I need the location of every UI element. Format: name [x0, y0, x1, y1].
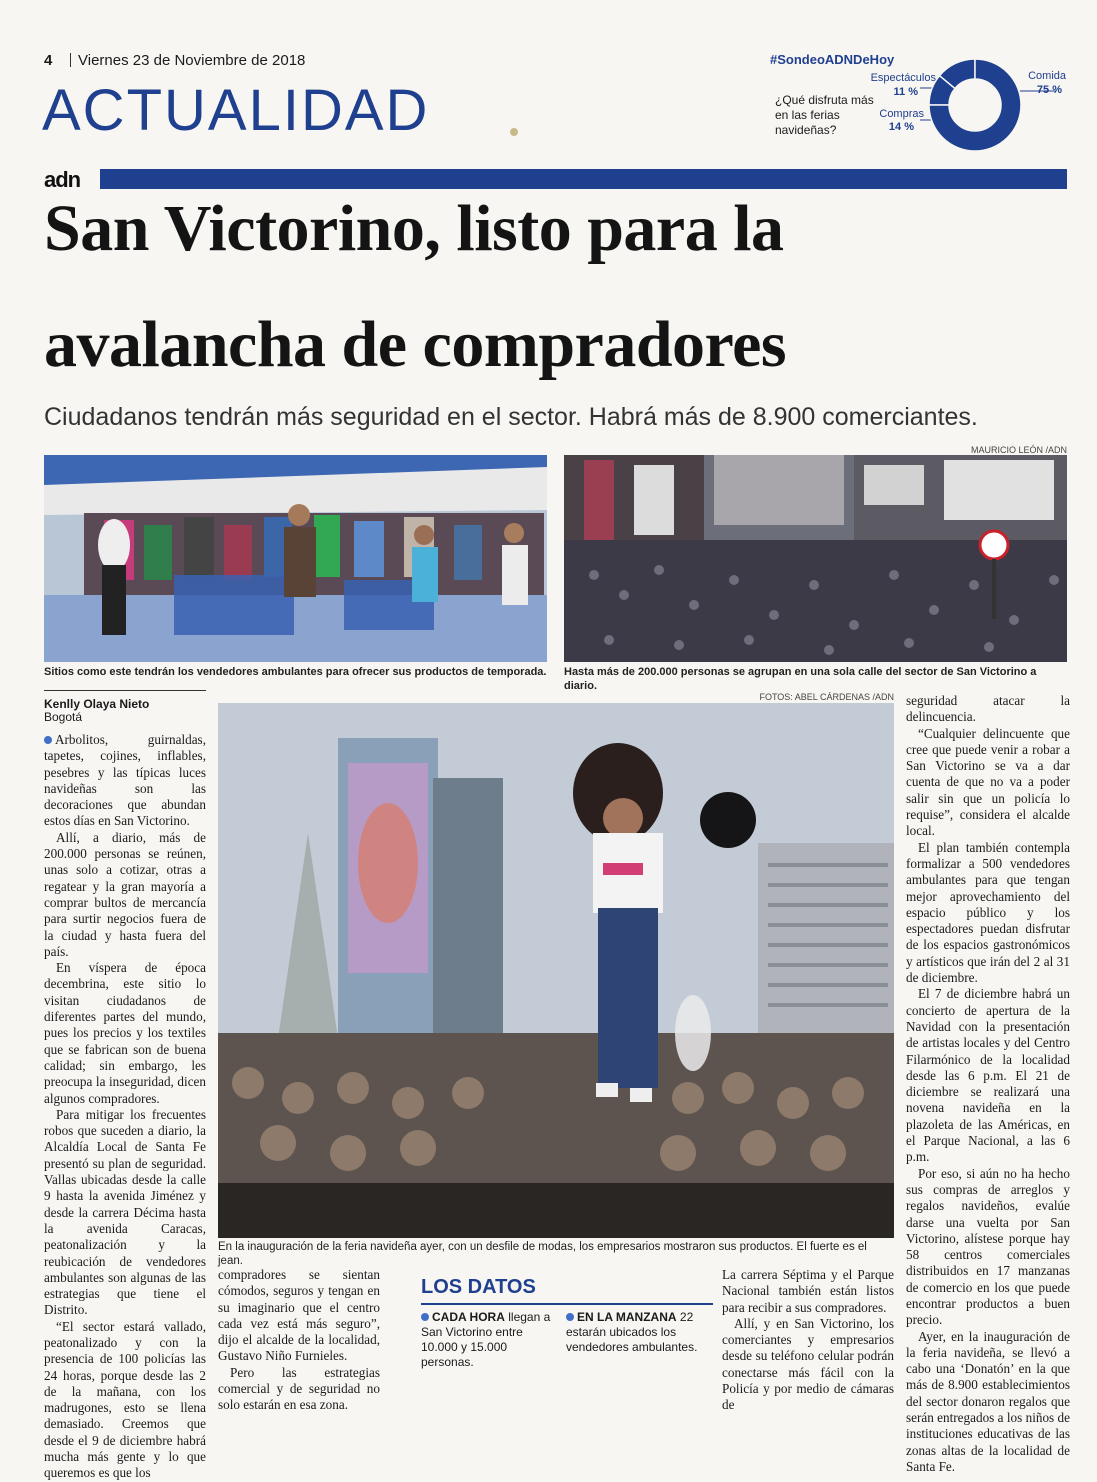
datos-item-1: [421, 1310, 557, 1370]
paragraph: Pero las estrategias comercial y de seguridad no solo estarán en esa zona.: [218, 1364, 380, 1413]
poll-hashtag: #SondeoADNDeHoy: [770, 52, 895, 67]
paragraph: Para mitigar los frecuentes robos que suceden a diario, la Alcaldía Local de Santa Fe presentó su plan de seguridad. Vallas ubicadas desde la calle 9 hasta la avenida Jiménez y desde la carrera Décima hasta la avenida Caracas, peatonalización y la reubicación de vendedores ambulantes son algunas de las estrategias que tiene el Distrito.: [44, 1106, 206, 1318]
photo-credit-main: FOTOS: ABEL CÁRDENAS /ADN: [759, 692, 894, 702]
headline: [44, 193, 1074, 381]
brand-bar: [100, 169, 1067, 189]
poll-label-espectaculos: Espectáculos: [870, 72, 936, 84]
paragraph: En víspera de época decembrina, este sitio lo visitan ciudadanos de diferentes partes del mundo, pues los precios y los textiles que se fabrican son de buena calidad; sin embargo, les preocupa la inseguridad, dicen algunos compradores.: [44, 960, 206, 1106]
paragraph-text: Arbolitos, guirnaldas, tapetes, cojines, inflables, pesebres y las típicas luces navideñas son las decoraciones que abundan estos días en San Victorino.: [44, 732, 206, 829]
section-title: ACTUALIDAD: [42, 78, 430, 143]
photo-vendor-stalls: [44, 455, 547, 662]
paragraph: Allí, y en San Victorino, los comerciantes y empresarios desde su teléfono celular podrán conectarse más fácil con la Policía y por medio de cámaras de: [722, 1315, 894, 1413]
fashion-show-illustration: [218, 703, 894, 1238]
photo-fashion-show: [218, 703, 894, 1238]
headline-line-2: avalancha de compradores: [44, 308, 787, 381]
poll-value-espectaculos: 11 %: [893, 86, 918, 98]
page-number: 4: [44, 52, 53, 69]
datos-item-2: [566, 1310, 713, 1355]
adn-logo: adn: [44, 167, 81, 192]
author-city: Bogotá: [44, 710, 83, 724]
photo-credit-top: MAURICIO LEÓN /ADN: [970, 445, 1067, 455]
poll-value-compras: 14 %: [888, 121, 914, 133]
crowd-street-illustration: [564, 455, 1067, 662]
datos-rule: [421, 1303, 713, 1305]
paragraph: El 7 de diciembre habrá un concierto de apertura de la Navidad con la presentación de artistas locales y del Centro Filarmónico de la localidad desde las 6 p.m. El 21 de diciembre se realizará una novena navideña en la plazoleta de las Américas, en el Parque Nacional, a las 6 p.m.: [906, 986, 1070, 1165]
poll-donut-chart: [930, 55, 1080, 165]
datos-item-1-lead: CADA HORA: [432, 1310, 505, 1324]
subheadline: Ciudadanos tendrán más seguridad en el sector. Habrá más de 8.900 comerciantes.: [44, 403, 978, 431]
poll-label-comida: Comida: [1028, 70, 1066, 82]
paragraph: “El sector estará vallado, peatonalizado y con la presencia de 100 policías las 24 horas, porque desde las 2 de la mañana, con los madrugones, esto se llena demasiado. Creemos que desde el 9 de diciembre habrá mucha más gente y lo que queremos es que los: [44, 1318, 206, 1481]
paragraph: La carrera Séptima y el Parque Nacional también están listos para recibir a sus compradores.: [722, 1267, 894, 1315]
vendor-stalls-illustration: [44, 455, 547, 662]
datos-item-2-lead: EN LA MANZANA: [577, 1310, 677, 1324]
paragraph: Ayer, en la inauguración de la feria navideña, se llevó a cabo una ‘Donatón’ en la que más de 8.900 establecimientos del sector donaron regalos que serán entregados a los niños de instituciones educativas de las zonas altas de la localidad de Santa Fe.: [906, 1328, 1070, 1474]
poll-label-compras: Compras: [879, 108, 924, 120]
datos-item-1-text: llegan a San Victorino entre 10.000 y 15.000 personas.: [421, 1310, 551, 1369]
datos-title: LOS DATOS: [421, 1276, 536, 1298]
article-column-3: [722, 1267, 894, 1414]
datos-item-2-text: 22 estarán ubicados los vendedores ambulantes.: [566, 1310, 698, 1354]
caption-crowd-street: Hasta más de 200.000 personas se agrupan en una sola calle del sector de San Victorino a diario.: [564, 666, 1037, 692]
datos-bullet-icon: [421, 1313, 429, 1321]
photo-crowd-street: [564, 455, 1067, 662]
datos-bullet-icon: [566, 1313, 574, 1321]
paragraph: Allí, a diario, más de 200.000 personas se reúnen, unas solo a cotizar, otras a regatear y la gran mayoría a comprar bultos de mercancía para surtir negocios fuera de la ciudad y hasta fuera del país.: [44, 829, 206, 959]
article-column-2: [218, 1267, 380, 1414]
header-separator: [70, 53, 71, 67]
caption-fashion-show: En la inauguración de la feria navideña ayer, con un desfile de modas, los empresarios mostraron sus productos. El fuerte es el jean.: [218, 1241, 867, 1267]
paragraph: seguridad atacar la delincuencia.: [906, 693, 1070, 725]
issue-date: Viernes 23 de Noviembre de 2018: [78, 52, 306, 69]
byline-rule: [44, 690, 206, 691]
article-column-4: [906, 693, 1070, 1475]
caption-vendor-stalls: Sitios como este tendrán los vendedores ambulantes para ofrecer sus productos de temporada.: [44, 666, 547, 678]
poll-value-comida: 75 %: [1036, 84, 1062, 96]
headline-line-1: San Victorino, listo para la: [44, 192, 784, 265]
paragraph: “Cualquier delincuente que cree que puede venir a robar a San Victorino se va a dar cuenta de que no va a poder salir sin que un policía lo requise”, considera el alcalde local.: [906, 725, 1070, 839]
paragraph-bullet-icon: [44, 736, 52, 744]
paragraph: Por eso, si aún no ha hecho sus compras de arreglos y regalos navideños, evalúe darse una vuelta por San Victorino, alístese porque hay 58 centros comerciales distribuidos en 17 manzanas de comercio en los que puede encontrar productos a buen precio.: [906, 1165, 1070, 1328]
author-name: Kenlly Olaya Nieto: [44, 697, 150, 711]
paragraph: compradores se sientan cómodos, seguros y tengan en su imaginario que el centro cada vez está más seguro”, dijo el alcalde de la localidad, Gustavo Niño Furnieles.: [218, 1267, 380, 1364]
paragraph: El plan también contempla formalizar a 500 vendedores ambulantes para que tengan mejor aprovechamiento del espacio público y los espectadores puedan disfrutar de los espacios gastronómicos y artísticos que irán del 2 al 31 de diciembre.: [906, 839, 1070, 986]
article-column-1: [44, 732, 206, 1482]
poll-question: ¿Qué disfruta más en las ferias navideñas?: [775, 93, 874, 137]
paragraph: [44, 732, 206, 830]
section-dot: [510, 128, 518, 136]
